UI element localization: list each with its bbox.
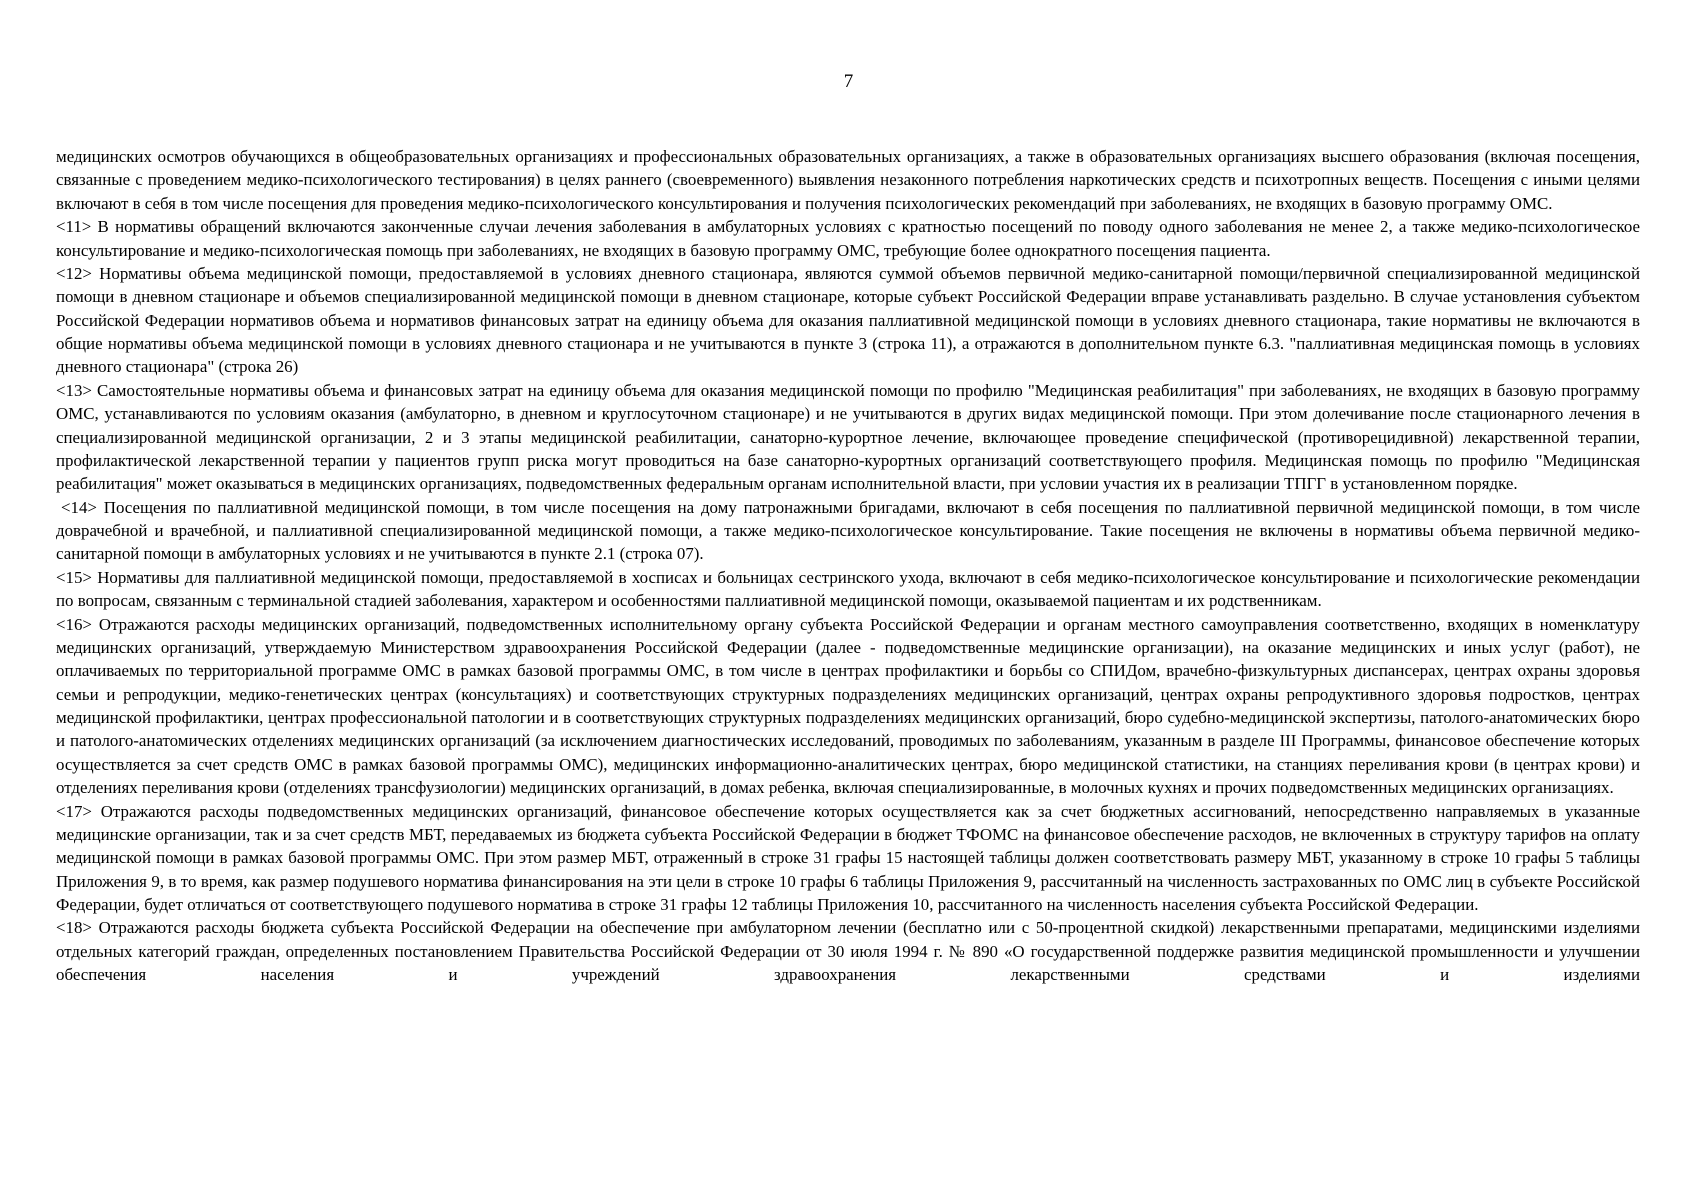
footnote-12: <12> Нормативы объема медицинской помощи, предоставляемой в условиях дневного стационара, являются суммой объемов первичной медико-санитарной помощи/первичной специализированной медицинской помощи в дневном стационаре и объемов специализированной медицинской помощи в дневном стационаре, которые субъект Российской Федерации вправе устанавливать раздельно. В случае установления субъектом Российской Федерации нормативов объема и нормативов финансовых затрат на единицу объема для оказания паллиативной медицинской помощи в условиях дневного стационара, такие нормативы не включаются в общие нормативы объема медицинской помощи в условиях дневного стационара и не учитываются в пункте 3 (строка 11), а отражаются в дополнительном пункте 6.3. "паллиативная медицинская помощь в условиях дневного стационара" (строка 26) (56, 263, 1640, 377)
footnote-11: <11> В нормативы обращений включаются законченные случаи лечения заболевания в амбулаторных условиях с кратностью посещений по поводу одного заболевания не менее 2, а также медико-психологическое консультирование и медико-психологическая помощь при заболеваниях, не входящих в базовую программу ОМС, требующие более однократного посещения пациента. (56, 217, 1640, 260)
footnote-15: <15> Нормативы для паллиативной медицинской помощи, предоставляемой в хосписах и больницах сестринского ухода, включают в себя медико-психологическое консультирование и психологические рекомендации по вопросам, связанным с терминальной стадией заболевания, характером и особенностями паллиативной медицинской помощи, оказываемой пациентам и их родственникам. (56, 567, 1640, 611)
document-body (56, 145, 1640, 987)
footnote-18: <18> Отражаются расходы бюджета субъекта Российской Федерации на обеспечение при амбулаторном лечении (бесплатно или с 50-процентной скидкой) лекарственными препаратами, медицинскими изделиями отдельных категорий граждан, определенных постановлением Правительства Российской Федерации от 30 июля 1994 г. № 890 «О государственной поддержке развития медицинской промышленности и улучшении обеспечения населения и учреждений здравоохранения лекарственными средствами и изделиями (56, 918, 1640, 985)
footnote-13: <13> Самостоятельные нормативы объема и финансовых затрат на единицу объема для оказания медицинской помощи по профилю "Медицинская реабилитация" при заболеваниях, не входящих в базовую программу ОМС, устанавливаются по условиям оказания (амбулаторно, в дневном и круглосуточном стационаре) и не учитываются в других видах медицинской помощи. При этом долечивание после стационарного лечения в специализированной медицинской организации, 2 и 3 этапы медицинской реабилитации, санаторно-курортное лечение, включающее проведение специфической (противорецидивной) лекарственной терапии, профилактической лекарственной терапии у пациентов групп риска могут проводиться на базе санаторно-курортных организаций соответствующего профиля. Медицинская помощь по профилю "Медицинская реабилитация" может оказываться в медицинских организациях, подведомственных федеральным органам исполнительной власти, при условии участия их в реализации ТПГГ в установленном порядке. (56, 380, 1640, 494)
paragraph-continuation: медицинских осмотров обучающихся в общеобразовательных организациях и профессиональных образовательных организациях, а также в образовательных организациях высшего образования (включая посещения, связанные с проведением медико-психологического тестирования) в целях раннего (своевременного) выявления незаконного потребления наркотических средств и психотропных веществ. Посещения с иными целями включают в себя в том числе посещения для проведения медико-психологического консультирования и получения психологических рекомендаций при заболеваниях, не входящих в базовую программу ОМС. (56, 147, 1640, 213)
footnote-14: <14> Посещения по паллиативной медицинской помощи, в том числе посещения на дому патронажными бригадами, включают в себя посещения по паллиативной первичной медицинской помощи, в том числе доврачебной и врачебной, и паллиативной специализированной медицинской помощи, а также медико-психологическое консультирование. Такие посещения не включены в нормативы объема первичной медико-санитарной помощи в амбулаторных условиях и не учитываются в пункте 2.1 (строка 07). (56, 497, 1640, 564)
footnote-17: <17> Отражаются расходы подведомственных медицинских организаций, финансовое обеспечение которых осуществляется как за счет бюджетных ассигнований, непосредственно направляемых в указанные медицинские организации, так и за счет средств МБТ, передаваемых из бюджета субъекта Российской Федерации в бюджет ТФОМС на финансовое обеспечение расходов, не включенных в структуру тарифов на оплату медицинской помощи в рамках базовой программы ОМС. При этом размер МБТ, отраженный в строке 31 графы 15 настоящей таблицы должен соответствовать размеру МБТ, указанному в строке 10 графы 5 таблицы Приложения 9, в то время, как размер подушевого норматива финансирования на эти цели в строке 10 графы 6 таблицы Приложения 9, рассчитанный на численность застрахованных по ОМС лиц в субъекте Российской Федерации, будет отличаться от соответствующего подушевого норматива в строке 31 графы 12 таблицы Приложения 10, рассчитанного на численность населения субъекта Российской Федерации. (56, 801, 1640, 914)
page-number: 7 (843, 71, 854, 92)
footnote-16: <16> Отражаются расходы медицинских организаций, подведомственных исполнительному органу субъекта Российской Федерации и органам местного самоуправления соответственно, входящих в номенклатуру медицинских организаций, утверждаемую Министерством здравоохранения Российской Федерации (далее - подведомственные медицинские организации), на оказание медицинских и иных услуг (работ), не оплачиваемых по территориальной программе ОМС в рамках базовой программы ОМС, в том числе в центрах профилактики и борьбы со СПИДом, врачебно-физкультурных диспансерах, центрах охраны здоровья семьи и репродукции, медико-генетических центрах (консультациях) и соответствующих структурных подразделениях медицинских организаций, центрах охраны репродуктивного здоровья подростков, центрах медицинской профилактики, центрах профессиональной патологии и в соответствующих структурных подразделениях медицинских организаций, бюро судебно-медицинской экспертизы, патолого-анатомических бюро и патолого-анатомических отделениях медицинских организаций (за исключением диагностических исследований, проводимых по заболеваниям, указанным в разделе III Программы, финансовое обеспечение которых осуществляется за счет средств ОМС в рамках базовой программы ОМС), медицинских информационно-аналитических центрах, бюро медицинской статистики, на станциях переливания крови (в центрах крови) и отделениях переливания крови (отделениях трансфузиологии) медицинских организаций, в домах ребенка, включая специализированные, в молочных кухнях и прочих подведомственных медицинских организациях. (56, 614, 1640, 798)
